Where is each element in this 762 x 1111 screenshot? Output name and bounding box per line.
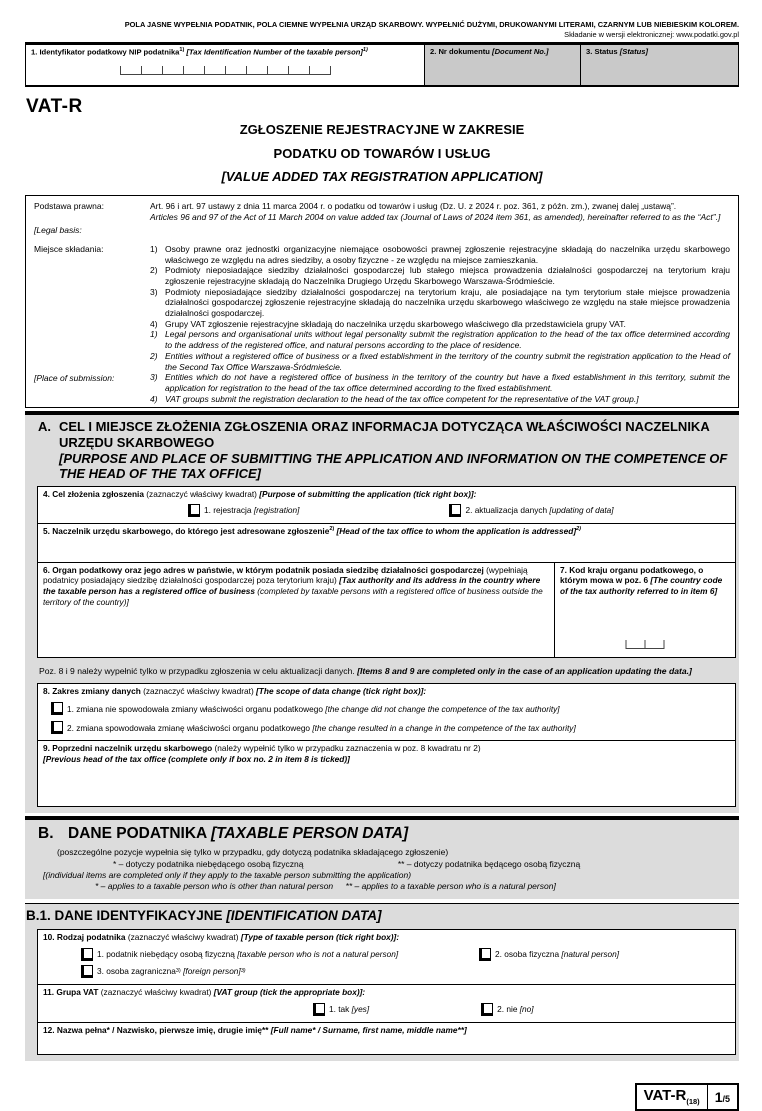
checkbox-non-natural-person[interactable] <box>81 948 93 961</box>
field-8-label-en: [The scope of data change (tick right box)]: <box>256 685 427 696</box>
section-b-title-pl: DANE PODATNIKA <box>68 825 207 843</box>
checkbox-vat-group-no[interactable] <box>481 1003 493 1016</box>
option-8-2 <box>51 721 730 734</box>
footer-form-version: (18) <box>686 1096 700 1106</box>
option-4-1-label: 1. rejestracja <box>204 504 252 515</box>
section-b-subnote-4a: * – applies to a taxable person who is other than natural person <box>95 881 334 892</box>
section-a-title-pl: CEL I MIEJSCE ZŁOŻENIA ZGŁOSZENIA ORAZ INFORMACJA DOTYCZĄCA WŁAŚCIWOŚCI NACZELNIKA URZĘDU SKARBOWEGO <box>59 419 710 450</box>
option-4-2-label: 2. aktualizacja danych <box>465 504 548 515</box>
field-10-label-en: [Type of taxable person (tick right box)]: <box>240 931 400 942</box>
field-2-label-en: [Document No.] <box>492 47 549 57</box>
field-11-label: 11. Grupa VAT <box>43 986 99 997</box>
option-11-2 <box>481 1003 533 1016</box>
legal-basis-row <box>26 196 738 238</box>
checkbox-registration[interactable] <box>188 504 200 517</box>
option-10-2 <box>479 948 619 961</box>
field-9-previous-tax-office[interactable] <box>37 740 736 807</box>
instruction-line-2: Składanie w wersji elektronicznej: www.podatki.gov.pl <box>564 29 739 39</box>
legal-basis-labels <box>26 200 148 235</box>
field-4-label: 4. Cel złożenia zgłoszenia <box>43 488 144 499</box>
field-8-scope-of-change <box>37 683 736 742</box>
field-11-label-en: [VAT group (tick the appropriate box)]: <box>213 986 366 997</box>
field-4-purpose <box>37 486 736 524</box>
option-11-1 <box>313 1003 369 1016</box>
legal-basis-label-en: [Legal basis: <box>34 225 82 236</box>
field-1-footnote-en: 1) <box>362 47 368 54</box>
field-7-label-en: [The country code of the tax authority referred to in item 6] <box>560 575 723 597</box>
place-of-submission-labels <box>26 243 148 405</box>
checkbox-vat-group-yes[interactable] <box>313 1003 325 1016</box>
field-8-label: 8. Zakres zmiany danych <box>43 685 141 696</box>
items-8-9-note <box>37 658 736 684</box>
place-of-submission-text <box>148 243 738 405</box>
footer-form-code: VAT-$R_{(18)}$ <box>637 1085 708 1109</box>
field-1-footnote: 1) <box>179 47 185 54</box>
header-id-row <box>25 42 739 87</box>
option-4-1-label-en: [registration] <box>253 504 300 515</box>
submission-item-pl-1: 1) Osoby prawne oraz jednostki organizacyjne niemające osobowości prawnej zgłoszenie rejestracyjne składają do naczelnika urzędu skarbowego właściwego ze względu na adres siedziby, a osoby fizyczne - ze względu na miejsce zamieszkania. <box>150 243 730 265</box>
field-10-options-row-2 <box>81 965 730 978</box>
field-5-label-en: [Head of the tax office to whom the application is addressed] <box>336 525 577 536</box>
field-7-country-code <box>554 562 736 658</box>
checkbox-data-update[interactable] <box>449 504 461 517</box>
submission-item-pl-4: 4) Grupy VAT zgłoszenie rejestracyjne składają do naczelnika urzędu skarbowego właściwego dla przedstawiciela grupy VAT. <box>150 318 626 329</box>
field-9-note: (należy wypełnić tylko w przypadku zaznaczenia w poz. 8 kwadratu nr 2) <box>214 743 481 754</box>
items-8-9-note-pl: Poz. 8 i 9 należy wypełnić tylko w przypadku zgłoszenia w celu aktualizacji danych. <box>39 665 355 676</box>
option-8-1-label: 1. zmiana nie spowodowała zmiany właściwości organu podatkowego <box>67 703 323 714</box>
submission-item-en-4: 4) VAT groups submit the registration declaration to the head of the tax office competent for the representative of the VAT group.] <box>150 393 639 404</box>
option-11-1-label-en: [yes] <box>351 1003 370 1014</box>
option-4-2 <box>449 504 613 517</box>
section-b-subnote-2 <box>113 859 736 870</box>
field-1-label: 1. Identyfikator podatkowy NIP podatnika <box>31 47 180 57</box>
section-b <box>25 816 739 898</box>
field-4-options <box>43 504 730 517</box>
field-10-taxpayer-type <box>37 929 736 985</box>
section-b-subnote-2a: * – dotyczy podatnika niebędącego osobą fizyczną <box>113 858 304 869</box>
option-11-1-label: 1. tak <box>329 1003 350 1014</box>
submission-item-pl-3: 3) Podmioty nieposiadające siedziby działalności gospodarczej na terytorium kraju, ale posiadające na tym terytorium stałe miejsce prowadzenia działalności gospodarczej zgłoszenie rejestracyjne składają do naczelnika urzędu skarbowego właściwego ze względu na stałe miejsce prowadzenia działalności gospodarczej. <box>150 286 730 319</box>
option-10-3-label-en: [foreign person] <box>183 965 241 976</box>
option-8-1 <box>51 702 730 715</box>
form-title <box>25 118 739 188</box>
field-12-label: 12. Nazwa pełna* / Nazwisko, pierwsze imię, drugie imię** <box>43 1024 269 1035</box>
option-10-1-label: 1. podatnik niebędący osobą fizyczną <box>97 948 235 959</box>
field-2-label: 2. Nr dokumentu <box>430 47 490 57</box>
field-11-options <box>43 1003 730 1016</box>
field-3-label-en: [Status] <box>619 47 649 57</box>
field-1-nip <box>26 45 424 85</box>
section-b-subnote-2b: ** – dotyczy podatnika będącego osobą fizyczną <box>397 858 581 869</box>
legal-basis-text <box>148 200 738 235</box>
checkbox-foreign-person[interactable] <box>81 965 93 978</box>
field-3-label: 3. Status <box>586 47 618 57</box>
section-b-subnote-4 <box>95 881 736 892</box>
field-1-label-en: [Tax Identification Number of the taxable person] <box>186 47 363 57</box>
footer-page-number: 1 /5 <box>714 1088 730 1105</box>
items-8-9-note-en: [Items 8 and 9 are completed only in the case of an application updating the data.] <box>357 665 692 676</box>
submission-item-en-3: 3) Entities which do not have a registered office of business in the territory of the country but have a fixed establishment in this territory, submit the application for registration to the head of the tax office determined according to the fixed establishment. <box>150 372 730 393</box>
option-4-2-label-en: [updating of data] <box>549 504 614 515</box>
field-11-vat-group <box>37 984 736 1023</box>
option-10-1 <box>81 948 479 961</box>
section-b1-title-en: [IDENTIFICATION DATA] <box>226 907 382 923</box>
section-b-letter: B. <box>38 825 54 843</box>
place-of-submission-row <box>26 239 738 408</box>
field-12-label-en: [Full name* / Surname, first name, middle name**] <box>270 1024 467 1035</box>
section-b-subnotes <box>37 847 736 893</box>
option-8-2-label: 2. zmiana spowodowała zmianę właściwości organu podatkowego <box>67 722 311 733</box>
option-11-2-label-en: [no] <box>519 1003 534 1014</box>
section-b1-title-pl: B.1. DANE IDENTYFIKACYJNE <box>26 907 223 923</box>
section-b-subnote-1: (poszczególne pozycje wypełnia się tylko w przypadku, gdy dotyczą podatnika składającego zgłoszenie) <box>57 847 449 858</box>
field-5-label: 5. Naczelnik urzędu skarbowego, do którego jest adresowane zgłoszenie <box>43 525 330 536</box>
option-10-2-label-en: [natural person] <box>561 948 620 959</box>
field-4-note: (zaznaczyć właściwy kwadrat) <box>146 488 257 499</box>
field-9-label-en: [Previous head of the tax office (complete only if box no. 2 in item 8 is ticked)] <box>43 754 350 765</box>
field-6-note-en: (completed by taxable persons with a registered office of business outside the territory of the country)] <box>43 586 543 607</box>
field-10-note: (zaznaczyć właściwy kwadrat) <box>127 931 239 942</box>
form-instructions <box>25 20 739 39</box>
field-12-full-name[interactable] <box>37 1022 736 1055</box>
checkbox-natural-person[interactable] <box>479 948 491 961</box>
field-7-label: 7. Kod kraju organu podatkowego, o którym mowa w poz. 6 <box>560 564 704 586</box>
legal-basis-text-en: Articles 96 and 97 of the Act of 11 March 2004 on value added tax (Journal of Laws of 2024 item 361, as amended), hereinafter referred to as the “Act”.] <box>150 212 721 223</box>
field-4-label-row <box>43 489 730 500</box>
option-8-2-label-en: [the change resulted in a change in the competence of the tax authority] <box>312 722 576 733</box>
option-8-1-label-en: [the change did not change the competence of the tax authority] <box>325 703 560 714</box>
legal-basis-label-pl: Podstawa prawna: <box>34 201 104 212</box>
option-4-1 <box>188 504 299 517</box>
section-a-title-en: [PURPOSE AND PLACE OF SUBMITTING THE APPLICATION AND INFORMATION ON THE COMPETENCE OF THE HEAD OF THE TAX OFFICE] <box>59 450 728 482</box>
field-5-tax-office[interactable] <box>37 523 736 563</box>
section-b-heading <box>37 820 736 847</box>
option-10-1-label-en: [taxable person who is not a natural person] <box>237 948 399 959</box>
checkbox-competence-change[interactable] <box>51 721 63 734</box>
legal-basis-text-pl: Art. 96 i art. 97 ustawy z dnia 11 marca 2004 r. o podatku od towarów i usług (Dz. U. z 2024 r. poz. 361, z późn. zm.), zwanej dalej „ustawą”. <box>150 201 677 212</box>
fields-6-7-row <box>37 562 736 658</box>
form-title-line-1: ZGŁOSZENIE REJESTRACYJNE W ZAKRESIE <box>239 122 525 138</box>
option-10-3-label: 3. osoba zagraniczna <box>97 965 176 976</box>
form-code: VAT-R <box>26 96 83 118</box>
submission-item-en-1: 1) Legal persons and organisational units without legal personality submit the registration application to the head of the tax office determined according to the address of the registered office, and natural persons according to the place of residence. <box>150 329 730 351</box>
instruction-line-1: POLA JASNE WYPEŁNIA PODATNIK, POLA CIEMNE WYPEŁNIA URZĄD SKARBOWY. WYPEŁNIĆ DUŻYMI, DRUKOWANYMI LITERAMI, CZARNYM LUB NIEBIESKIM KOLOREM. <box>124 20 739 29</box>
form-title-line-2: PODATKU OD TOWARÓW I USŁUG <box>273 145 491 161</box>
field-2-document-no <box>424 45 580 85</box>
field-10-options-row-1 <box>81 948 730 961</box>
field-8-note: (zaznaczyć właściwy kwadrat) <box>143 685 254 696</box>
option-10-2-label: 2. osoba fizyczna <box>495 948 560 959</box>
section-a <box>25 411 739 813</box>
option-10-3-footnote: 3) <box>175 967 181 974</box>
section-a-heading <box>37 415 736 484</box>
page-footer <box>25 1083 739 1111</box>
place-of-submission-label-en: [Place of submission: <box>34 372 115 383</box>
option-10-3 <box>81 965 246 978</box>
option-11-2-label: 2. nie <box>497 1003 518 1014</box>
form-title-line-en: [VALUE ADDED TAX REGISTRATION APPLICATION] <box>221 169 543 185</box>
section-b-subnote-3: [(individual items are completed only if they apply to the taxable person submitting the application) <box>43 870 412 881</box>
field-9-label: 9. Poprzedni naczelnik urzędu skarbowego <box>43 743 213 754</box>
place-of-submission-label-pl: Miejsce składania: <box>34 243 104 254</box>
field-6-foreign-tax-authority[interactable] <box>37 562 555 658</box>
nip-input[interactable] <box>120 66 331 75</box>
field-6-label-en: [Tax authority and its address in the country where the taxable person has a registered office of business <box>43 575 541 597</box>
section-b1-heading <box>25 903 739 926</box>
field-10-label: 10. Rodzaj podatnika <box>43 931 126 942</box>
country-code-input[interactable] <box>626 640 665 649</box>
field-3-status <box>580 45 738 85</box>
submission-item-pl-2: 2) Podmioty nieposiadające siedziby działalności gospodarczej lub stałego miejsca prowadzenia działalności gospodarczej na terytorium kraju zgłoszenie rejestracyjne składają do Naczelnika Drugiego Urzędu Skarbowego Warszawa-Śródmieście. <box>150 265 730 286</box>
field-6-label: 6. Organ podatkowy oraz jego adres w państwie, w którym podatnik posiada siedzibę działalności gospodarczej <box>43 564 484 575</box>
field-5-footnote: 2) <box>329 525 335 532</box>
field-6-note: (wypełniają podatnicy posiadający siedzibę działalności gospodarczej poza terytorium kraju) <box>43 564 528 586</box>
field-11-note: (zaznaczyć właściwy kwadrat) <box>100 986 212 997</box>
option-10-3-footnote-en: 3) <box>240 967 246 974</box>
section-b1-body <box>25 926 739 1061</box>
checkbox-no-competence-change[interactable] <box>51 702 63 715</box>
legal-basis-box <box>25 195 739 408</box>
submission-item-en-2: 2) Entities without a registered office of business or a fixed establishment in the territory of the country submit the registration application to the Head of the Second Tax Office Warszawa-Śródmieście. <box>150 350 730 372</box>
footer-page-total: /5 <box>722 1093 730 1104</box>
section-b-title-en: [TAXABLE PERSON DATA] <box>210 825 409 843</box>
section-b-subnote-4b: ** – applies to a taxable person who is a natural person] <box>345 881 556 892</box>
field-4-label-en: [Purpose of submitting the application (tick right box)]: <box>259 488 477 499</box>
footer-code-box <box>635 1083 739 1111</box>
section-a-letter: A. <box>38 419 51 435</box>
field-5-footnote-en: 2) <box>576 525 581 532</box>
